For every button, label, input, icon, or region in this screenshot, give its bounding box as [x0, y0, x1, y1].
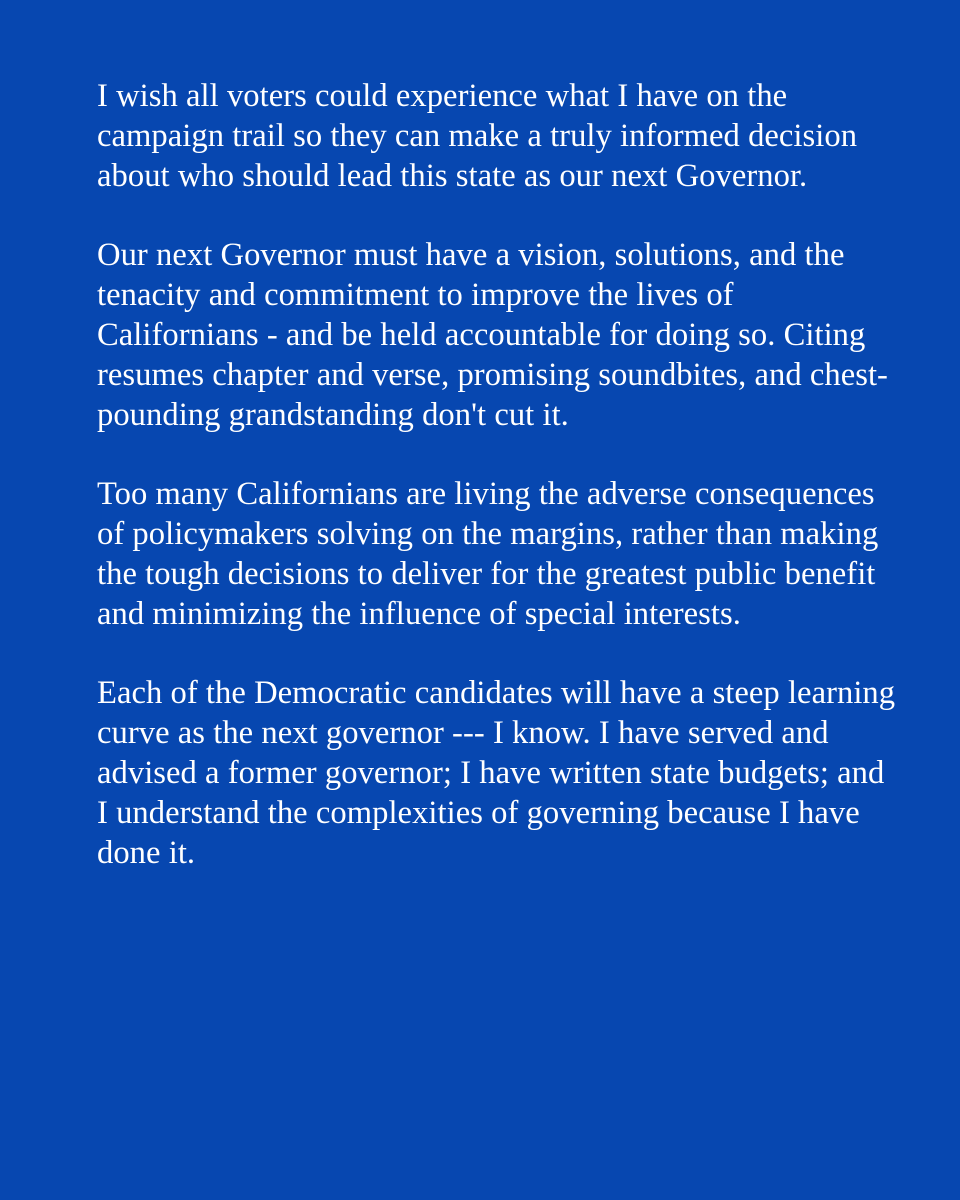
statement-paragraph: I wish all voters could experience what I have on the campaign trail so they can make a truly informed decision about who should lead this state as our next Governor. [97, 78, 858, 194]
statement-paragraph: Too many Californians are living the adverse consequences of policymakers solving on the margins, rather than making the tough decisions to deliver for the greatest public benefit and minimizing the influence of special interests. [97, 476, 879, 632]
statement-text [97, 76, 900, 873]
statement-paragraph: Each of the Democratic candidates will have a steep learning curve as the next governor --- I know. I have served and advised a former governor; I have written state budgets; and I understand the complexities of governing because I have done it. [97, 675, 896, 871]
statement-paragraph: Our next Governor must have a vision, solutions, and the tenacity and commitment to improve the lives of Californians - and be held accountable for doing so. Citing resumes chapter and verse, promising soundbites, and chest-pounding grandstanding don't cut it. [97, 237, 888, 433]
